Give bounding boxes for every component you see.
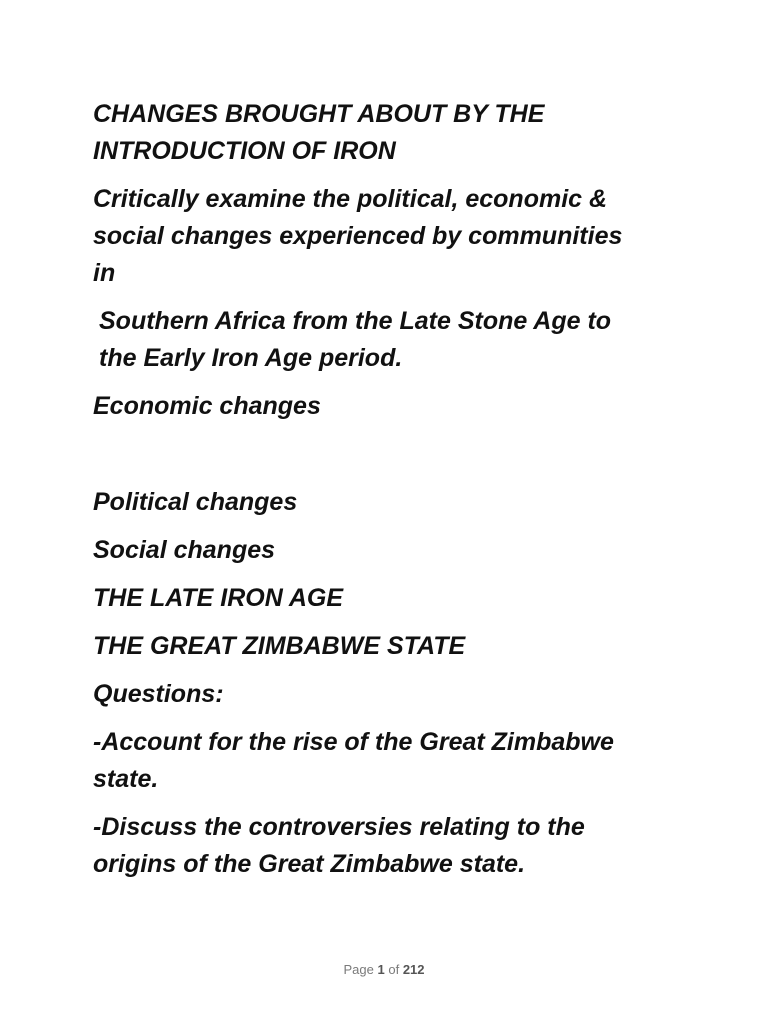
question-cont-line-2: the Early Iron Age period. xyxy=(99,344,403,372)
question-continuation xyxy=(93,303,683,377)
heading-line-1: CHANGES BROUGHT ABOUT BY THE xyxy=(93,100,545,128)
page-content xyxy=(93,96,683,894)
question-item-1-line-1: -Account for the rise of the Great Zimbabwe xyxy=(93,728,614,756)
question-line-1: Critically examine the political, economic & xyxy=(93,185,608,213)
social-changes-heading: Social changes xyxy=(93,536,276,564)
great-zimbabwe-heading: THE GREAT ZIMBABWE STATE xyxy=(93,632,466,660)
question-line-2: social changes experienced by communities xyxy=(93,222,623,250)
question-item-2 xyxy=(93,809,683,883)
page-indicator xyxy=(0,962,768,977)
question-item-2-line-1: -Discuss the controversies relating to the xyxy=(93,813,585,841)
late-iron-age-heading: THE LATE IRON AGE xyxy=(93,584,343,612)
page-of-label: of xyxy=(388,962,400,977)
economic-changes-heading: Economic changes xyxy=(93,392,321,420)
page-prefix: Page xyxy=(343,962,374,977)
question-cont-line-1: Southern Africa from the Late Stone Age to xyxy=(99,307,612,335)
question-text xyxy=(93,181,683,292)
section-heading xyxy=(93,96,683,170)
total-page-count: 212 xyxy=(402,962,425,977)
blank-space xyxy=(93,436,683,484)
question-item-1-line-2: state. xyxy=(93,765,159,793)
question-item-1 xyxy=(93,724,683,798)
question-item-2-line-2: origins of the Great Zimbabwe state. xyxy=(93,850,526,878)
questions-label: Questions: xyxy=(93,680,224,708)
heading-line-2: INTRODUCTION OF IRON xyxy=(93,137,396,165)
current-page-number: 1 xyxy=(377,962,385,977)
political-changes-heading: Political changes xyxy=(93,488,298,516)
question-line-3: in xyxy=(93,259,116,287)
